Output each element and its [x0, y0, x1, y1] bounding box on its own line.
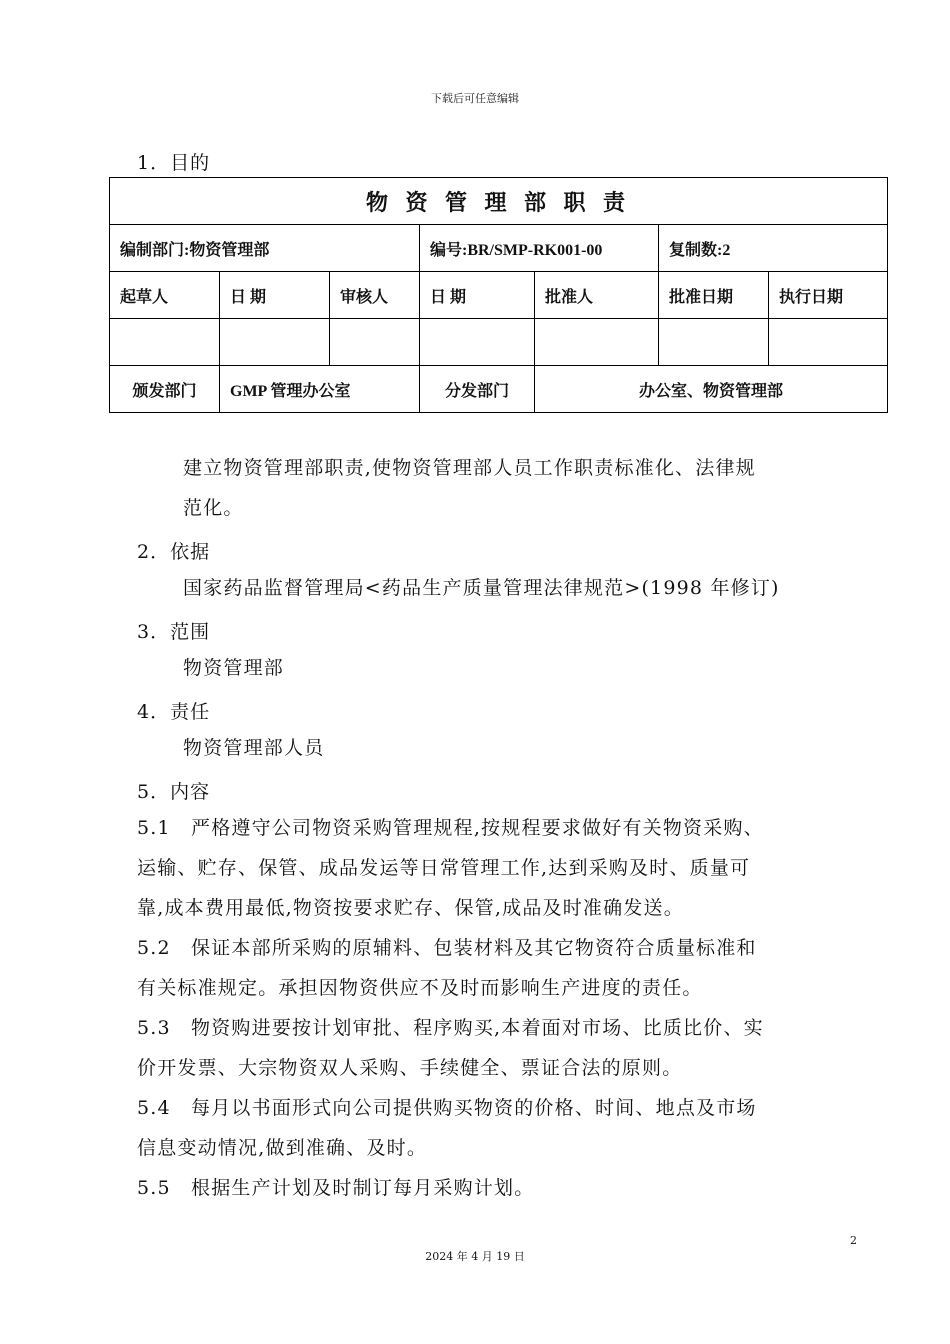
section-5-body [137, 808, 764, 1208]
table-title: 物 资 管 理 部 职 责 [110, 178, 888, 225]
dist-dept-label: 分发部门 [420, 366, 535, 413]
content-line: 靠,成本费用最低,物资按要求贮存、保管,成品及时准确发送。 [137, 897, 684, 919]
col-drafter: 起草人 [110, 272, 220, 319]
col-date-1: 日 期 [220, 272, 330, 319]
issue-dept-label: 颁发部门 [110, 366, 220, 413]
section-3-body: 物资管理部 [183, 657, 285, 679]
col-approver: 批准人 [535, 272, 659, 319]
section-3-title: 3．范围 [137, 621, 211, 643]
table-header-row [110, 272, 888, 319]
info-table [109, 177, 888, 413]
cell-empty [330, 319, 420, 366]
cell-empty [659, 319, 769, 366]
section-2-title: 2．依据 [137, 541, 211, 563]
cell-empty [420, 319, 535, 366]
section-5-title: 5．内容 [137, 781, 211, 803]
section-1-title: 1．目的 [137, 152, 211, 174]
body-line: 建立物资管理部职责,使物资管理部人员工作职责标准化、法律规 [183, 457, 756, 479]
cell-empty [220, 319, 330, 366]
header-note: 下载后可任意编辑 [431, 92, 519, 105]
table-title-row [110, 178, 888, 225]
section-1-body [183, 448, 756, 528]
content-line: 5.2 保证本部所采购的原辅料、包装材料及其它物资符合质量标准和 [137, 937, 757, 959]
content-line: 价开发票、大宗物资双人采购、手续健全、票证合法的原则。 [137, 1057, 683, 1079]
cell-empty [535, 319, 659, 366]
footer-date: 2024 年 4 月 19 日 [425, 1250, 525, 1263]
col-date-2: 日 期 [420, 272, 535, 319]
content-line: 5.5 根据生产计划及时制订每月采购计划。 [137, 1177, 535, 1199]
col-reviewer: 审核人 [330, 272, 420, 319]
dept-label: 编制部门:物资管理部 [110, 225, 420, 272]
table-meta-row [110, 225, 888, 272]
doc-code: 编号:BR/SMP-RK001-00 [420, 225, 659, 272]
table-dist-row [110, 366, 888, 413]
col-approve-date: 批准日期 [659, 272, 769, 319]
body-line: 范化。 [183, 497, 244, 519]
page-number: 2 [850, 1234, 857, 1247]
content-line: 5.1 严格遵守公司物资采购管理规程,按规程要求做好有关物资采购、 [137, 817, 764, 839]
section-2-body: 国家药品监督管理局<药品生产质量管理法律规范>(1998 年修订) [183, 577, 780, 599]
section-4-body: 物资管理部人员 [183, 737, 325, 759]
cell-empty [769, 319, 888, 366]
issue-dept-value: GMP 管理办公室 [220, 366, 420, 413]
section-4-title: 4．责任 [137, 701, 211, 723]
dist-dept-value: 办公室、物资管理部 [535, 366, 888, 413]
content-line: 运输、贮存、保管、成品发运等日常管理工作,达到采购及时、质量可 [137, 857, 751, 879]
content-line: 信息变动情况,做到准确、及时。 [137, 1137, 428, 1159]
cell-empty [110, 319, 220, 366]
col-exec-date: 执行日期 [769, 272, 888, 319]
content-line: 有关标准规定。承担因物资供应不及时而影响生产进度的责任。 [137, 977, 703, 999]
table-empty-row [110, 319, 888, 366]
content-line: 5.4 每月以书面形式向公司提供购买物资的价格、时间、地点及市场 [137, 1097, 757, 1119]
content-line: 5.3 物资购进要按计划审批、程序购买,本着面对市场、比质比价、实 [137, 1017, 764, 1039]
copies-count: 复制数:2 [659, 225, 888, 272]
